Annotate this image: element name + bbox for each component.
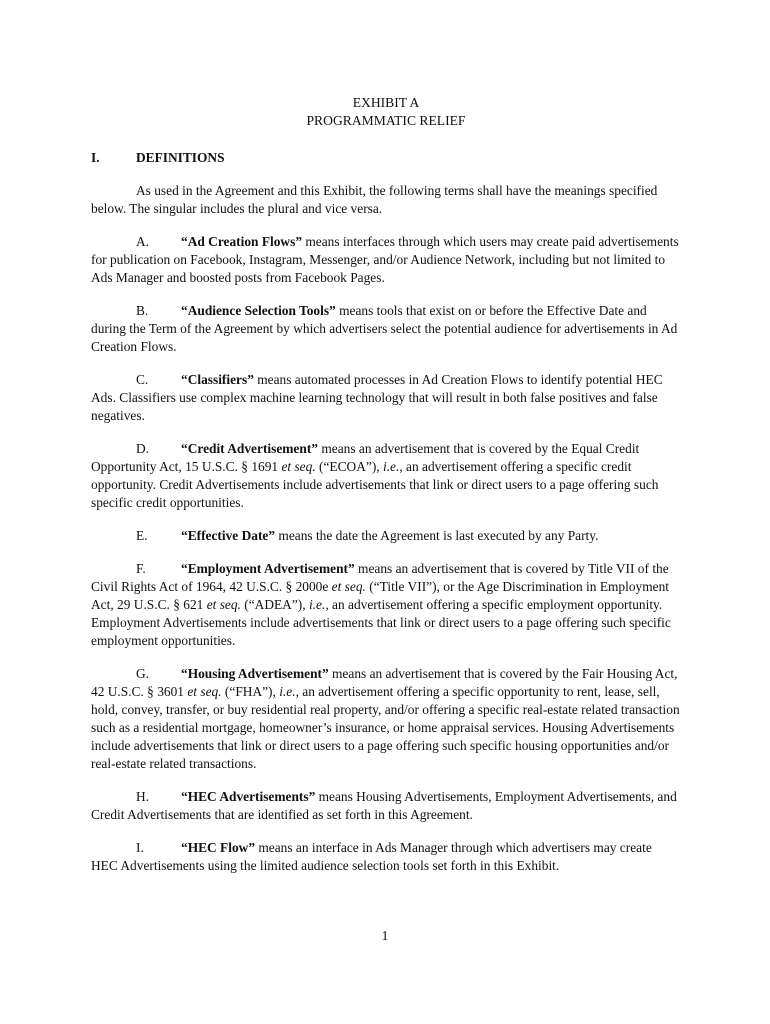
definition-d xyxy=(91,440,681,512)
definition-text: means an advertisement that is covered by the Equal Credit Opportunity Act, 15 U.S.C. § 1691 xyxy=(91,441,640,474)
definition-letter: I. xyxy=(136,840,144,855)
section-title: DEFINITIONS xyxy=(136,150,225,165)
definition-text: means an advertisement that is covered by Title VII of the Civil Rights Act of 1964, 42 U.S.C. § 2000e xyxy=(91,561,669,594)
definition-text-italic: et seq. xyxy=(187,684,222,699)
definition-a xyxy=(91,233,681,287)
section-number: I. xyxy=(91,150,100,165)
definition-term: “Credit Advertisement” xyxy=(181,441,318,456)
definition-letter: A. xyxy=(136,234,150,249)
definition-g xyxy=(91,665,681,773)
definition-b xyxy=(91,302,681,356)
definition-text: means an advertisement that is covered by the Fair Housing Act, 42 U.S.C. § 3601 xyxy=(91,666,678,699)
definition-letter: E. xyxy=(136,528,148,543)
definition-text: means Housing Advertisements, Employment Advertisements, and Credit Advertisements that are identified as set forth in this Agreement. xyxy=(91,789,677,822)
definition-term: “Ad Creation Flows” xyxy=(181,234,303,249)
definition-text: (“Title VII”), or the Age Discrimination in Employment Act, 29 U.S.C. § 621 xyxy=(91,579,669,612)
definition-text: means tools that exist on or before the Effective Date and during the Term of the Agreement by which advertisers select the potential audience for advertisements in Ad Creation Flows. xyxy=(91,303,678,354)
exhibit-label: EXHIBIT A xyxy=(352,95,420,110)
definition-c xyxy=(91,371,681,425)
definition-text-italic: et seq. xyxy=(281,459,316,474)
definition-text: , an advertisement offering a specific opportunity to rent, lease, sell, hold, convey, transfer, or buy residential real property, and/or offering a specific real-estate related transaction such as a residential mortgage, homeowner’s insurance, or home appraisal services. Housing Advertisements include advertisements that link or direct users to a page offering such specific housing opportunities and/or real-estate related transactions. xyxy=(91,684,680,771)
definition-text: (“FHA”), xyxy=(221,684,280,699)
definition-text-italic: i.e. xyxy=(382,459,400,474)
definition-term: “Employment Advertisement” xyxy=(181,561,355,576)
definition-f xyxy=(91,560,681,650)
document-page xyxy=(91,94,681,875)
definition-term: “HEC Flow” xyxy=(181,840,256,855)
definition-term: “Classifiers” xyxy=(181,372,254,387)
definition-text: (“ADEA”), xyxy=(240,597,309,612)
definition-term: “Audience Selection Tools” xyxy=(181,303,336,318)
definition-i xyxy=(91,839,681,875)
definition-text: means an interface in Ads Manager through which advertisers may create HEC Advertisements using the limited audience selection tools set forth in this Exhibit. xyxy=(91,840,652,873)
page-number: 1 xyxy=(381,928,389,943)
definition-text: means interfaces through which users may create paid advertisements for publication on Facebook, Instagram, Messenger, and/or Audience Network, including but not limited to Ads Manager and boosted posts from Facebook Pages. xyxy=(91,234,679,285)
definition-letter: D. xyxy=(136,441,150,456)
definition-term: “Effective Date” xyxy=(181,528,276,543)
definition-letter: G. xyxy=(136,666,150,681)
definition-text: , an advertisement offering a specific employment opportunity. Employment Advertisements include advertisements that link or direct users to a page offering such specific employment opportunities. xyxy=(91,597,671,648)
definition-term: “Housing Advertisement” xyxy=(181,666,329,681)
intro-paragraph: As used in the Agreement and this Exhibit, the following terms shall have the meanings specified below. The singular includes the plural and vice versa. xyxy=(91,183,658,216)
definition-e xyxy=(91,527,681,545)
definition-text: means automated processes in Ad Creation Flows to identify potential HEC Ads. Classifiers use complex machine learning technology that will result in both false positives and false negatives. xyxy=(91,372,663,423)
definition-text: (“ECOA”), xyxy=(315,459,383,474)
document-title: PROGRAMMATIC RELIEF xyxy=(306,113,466,128)
definition-text-italic: i.e. xyxy=(279,684,296,699)
definition-text: means the date the Agreement is last executed by any Party. xyxy=(275,528,599,543)
section-heading xyxy=(91,149,681,167)
definition-letter: C. xyxy=(136,372,149,387)
definition-letter: H. xyxy=(136,789,150,804)
definition-h xyxy=(91,788,681,824)
definition-letter: F. xyxy=(136,561,146,576)
definition-text: , an advertisement offering a specific credit opportunity. Credit Advertisements include advertisements that link or direct users to a page offering such specific credit opportunities. xyxy=(91,459,659,510)
definition-term: “HEC Advertisements” xyxy=(181,789,316,804)
definition-text-italic: et seq. xyxy=(331,579,366,594)
definition-text-italic: et seq. xyxy=(206,597,241,612)
definition-text-italic: i.e. xyxy=(308,597,326,612)
definition-letter: B. xyxy=(136,303,149,318)
